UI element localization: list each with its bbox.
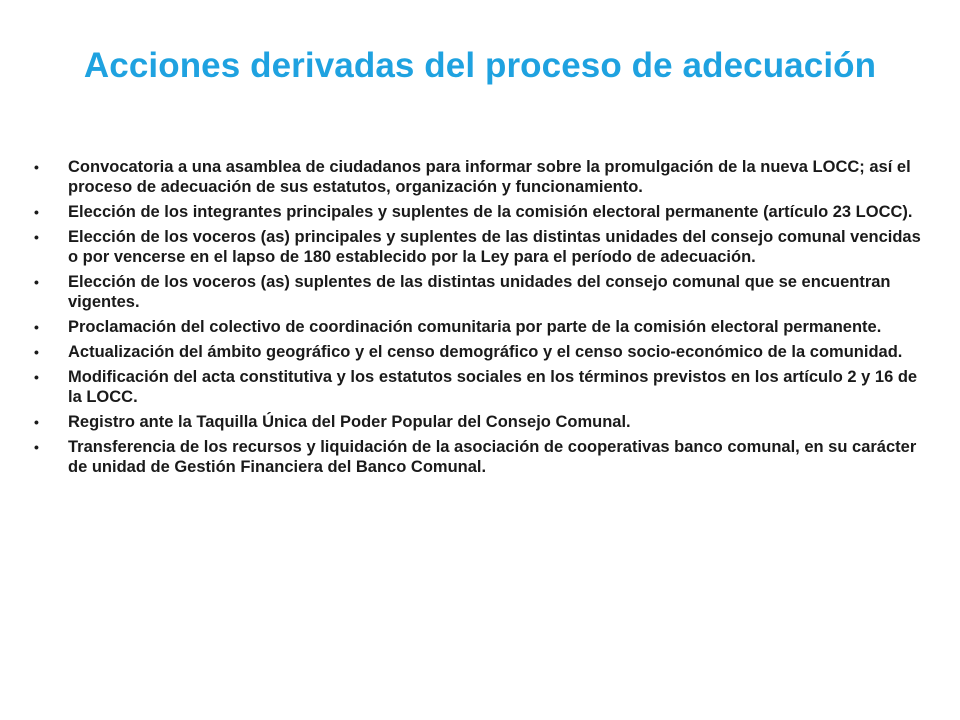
bullet-item — [34, 367, 924, 407]
bullet-text: Elección de los voceros (as) suplentes de las distintas unidades del consejo comunal que se encuentran vigentes. — [68, 273, 891, 311]
bullet-item — [34, 412, 924, 432]
bullet-text: Convocatoria a una asamblea de ciudadanos para informar sobre la promulgación de la nueva LOCC; así el proceso de adecuación de sus estatutos, organización y funcionamiento. — [68, 158, 911, 196]
bullet-item — [34, 342, 924, 362]
bullet-icon: • — [34, 369, 39, 385]
bullet-text: Actualización del ámbito geográfico y el censo demográfico y el censo socio-económico de la comunidad. — [68, 343, 903, 361]
bullet-list — [34, 157, 924, 482]
bullet-item — [34, 157, 924, 197]
bullet-text: Proclamación del colectivo de coordinación comunitaria por parte de la comisión electoral permanente. — [68, 318, 882, 336]
bullet-text: Elección de los voceros (as) principales y suplentes de las distintas unidades del consejo comunal vencidas o por vencerse en el lapso de 180 establecido por la Ley para el período de adecuación. — [68, 228, 921, 266]
bullet-item — [34, 227, 924, 267]
bullet-icon: • — [34, 439, 39, 455]
bullet-icon: • — [34, 159, 39, 175]
bullet-item — [34, 272, 924, 312]
bullet-icon: • — [34, 414, 39, 430]
bullet-icon: • — [34, 319, 39, 335]
slide-title: Acciones derivadas del proceso de adecuación — [83, 46, 877, 85]
bullet-icon: • — [34, 204, 39, 220]
bullet-item — [34, 437, 924, 477]
bullet-item — [34, 202, 924, 222]
bullet-icon: • — [34, 344, 39, 360]
bullet-text: Modificación del acta constitutiva y los estatutos sociales en los términos previstos en los artículo 2 y 16 de la LOCC. — [68, 368, 918, 406]
bullet-icon: • — [34, 229, 39, 245]
bullet-icon: • — [34, 274, 39, 290]
bullet-text: Transferencia de los recursos y liquidación de la asociación de cooperativas banco comunal, en su carácter de unidad de Gestión Financiera del Banco Comunal. — [68, 438, 917, 476]
bullet-text: Elección de los integrantes principales y suplentes de la comisión electoral permanente (artículo 23 LOCC). — [68, 203, 913, 221]
bullet-text: Registro ante la Taquilla Única del Poder Popular del Consejo Comunal. — [68, 413, 631, 431]
bullet-item — [34, 317, 924, 337]
